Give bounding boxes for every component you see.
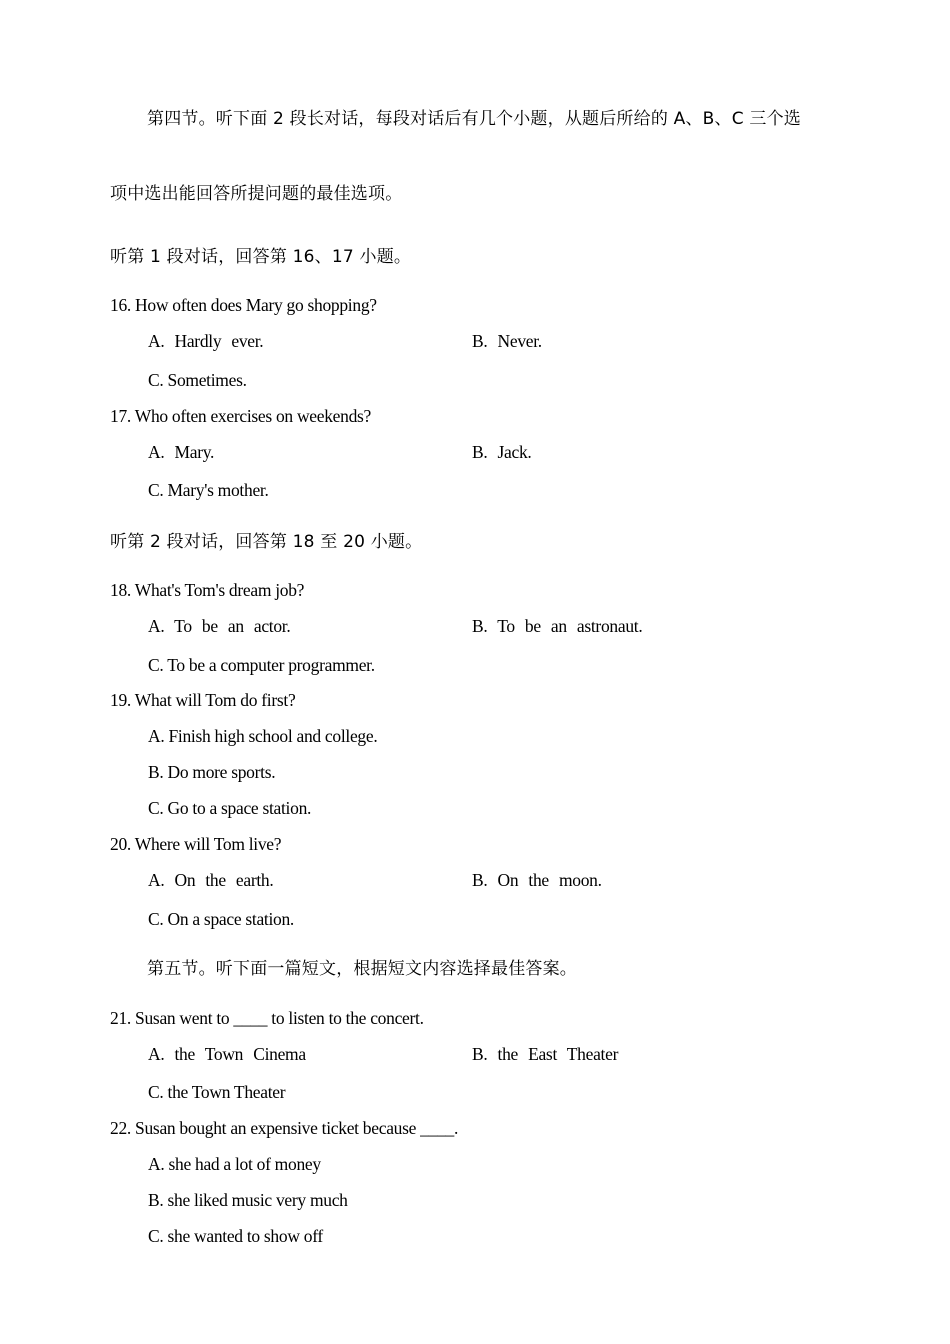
question-22-stem: 22. Susan bought an expensive ticket because ____. [110,1118,459,1138]
section-4-instruction-line-2: 项中选出能回答所提问题的最佳选项。 [110,184,403,204]
question-20-option-c: C. On a space station. [148,909,295,929]
question-18-option-a: A. To be an actor. [148,616,291,636]
question-16-stem: 16. How often does Mary go shopping? [110,295,377,315]
question-21-stem: 21. Susan went to ____ to listen to the concert. [110,1008,424,1028]
question-21-option-b: B. the East Theater [472,1044,619,1064]
question-16-option-a: A. Hardly ever. [148,331,264,351]
question-21-option-c: C. the Town Theater [148,1082,286,1102]
question-17-option-b: B. Jack. [472,442,532,462]
question-18-option-c: C. To be a computer programmer. [148,655,375,675]
section-5-heading: 第五节。听下面一篇短文，根据短文内容选择最佳答案。 [147,959,577,979]
question-22-option-a: A. she had a lot of money [148,1154,321,1174]
question-19-stem: 19. What will Tom do first? [110,690,296,710]
question-17-option-c: C. Mary's mother. [148,480,269,500]
question-20-option-b: B. On the moon. [472,870,602,890]
dialogue-1-heading: 听第 1 段对话，回答第 16、17 小题。 [110,247,412,267]
question-20-stem: 20. Where will Tom live? [110,834,282,854]
question-19-option-a: A. Finish high school and college. [148,726,378,746]
question-22-option-c: C. she wanted to show off [148,1226,323,1246]
dialogue-2-heading: 听第 2 段对话，回答第 18 至 20 小题。 [110,532,423,552]
question-17-option-a: A. Mary. [148,442,215,462]
question-22-option-b: B. she liked music very much [148,1190,348,1210]
question-18-stem: 18. What's Tom's dream job? [110,580,305,600]
section-4-instruction-line-1: 第四节。听下面 2 段长对话，每段对话后有几个小题，从题后所给的 A、B、C 三个选 [147,109,801,129]
question-17-stem: 17. Who often exercises on weekends? [110,406,372,426]
question-16-option-c: C. Sometimes. [148,370,247,390]
question-20-option-a: A. On the earth. [148,870,274,890]
question-21-option-a: A. the Town Cinema [148,1044,306,1064]
question-16-option-b: B. Never. [472,331,542,351]
question-19-option-c: C. Go to a space station. [148,798,312,818]
question-19-option-b: B. Do more sports. [148,762,276,782]
question-18-option-b: B. To be an astronaut. [472,616,643,636]
